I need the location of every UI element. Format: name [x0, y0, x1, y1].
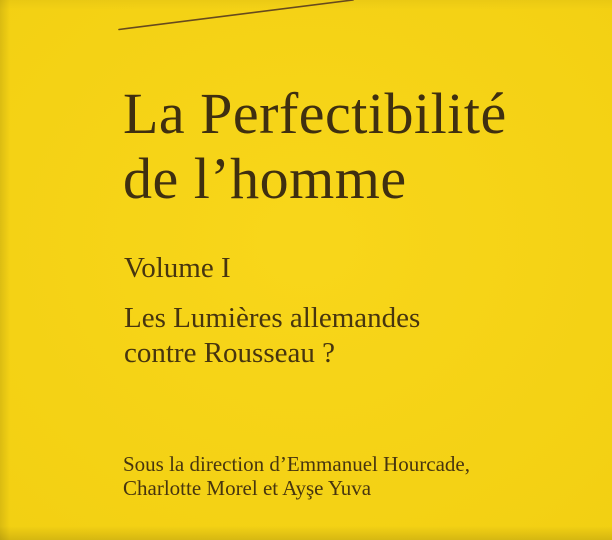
diagonal-line-decoration: [0, 0, 612, 40]
volume-label: Volume I: [124, 252, 231, 284]
book-subtitle: [124, 301, 420, 371]
editors-credit: [123, 452, 470, 500]
book-title-line2: de l’homme: [123, 146, 407, 211]
book-subtitle-line2: contre Rousseau ?: [124, 337, 335, 369]
book-title: [123, 81, 507, 211]
editors-credit-line1: Sous la direction d’Emmanuel Hourcade,: [123, 452, 470, 476]
book-subtitle-line1: Les Lumières allemandes: [124, 302, 421, 334]
book-title-line1: La Perfectibilité: [123, 81, 507, 146]
editors-credit-line2: Charlotte Morel et Ayşe Yuva: [123, 476, 372, 500]
